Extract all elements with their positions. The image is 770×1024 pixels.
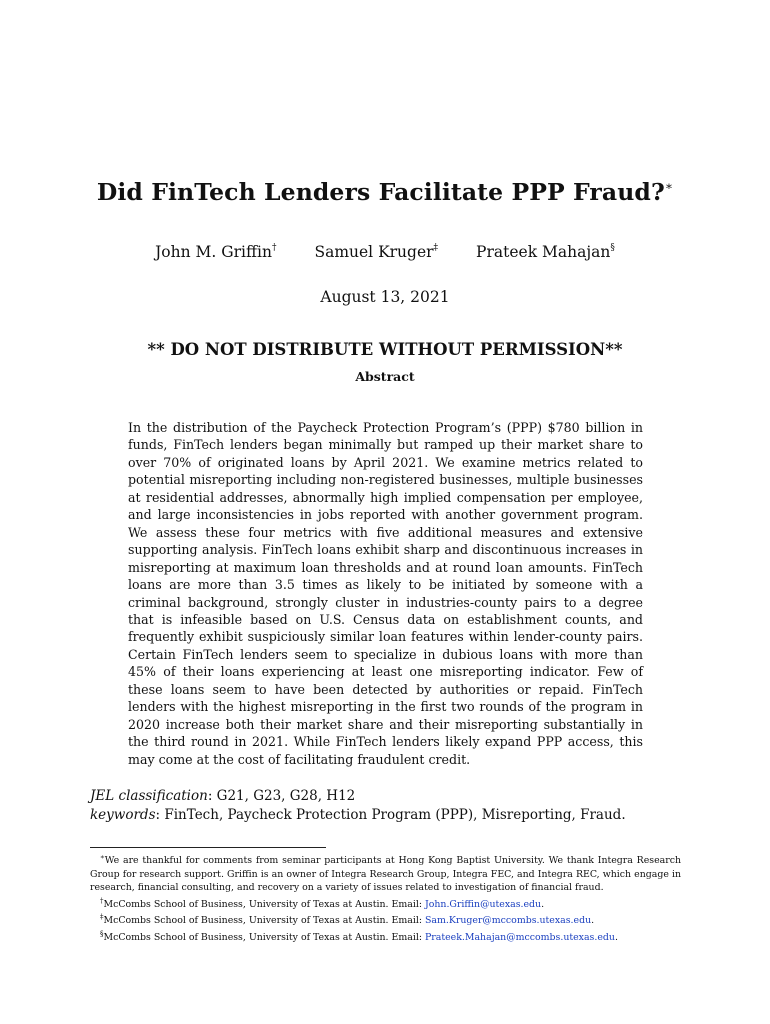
- keywords-line: keywords: FinTech, Paycheck Protection Program (PPP), Misreporting, Fraud.: [90, 807, 626, 823]
- author-list: [0, 243, 770, 261]
- title-text: Did FinTech Lenders Facilitate PPP Fraud?: [96, 178, 665, 206]
- paper-title: [0, 178, 770, 206]
- author: [476, 243, 615, 261]
- footnote-author-griffin: †McCombs School of Business, University of Texas at Austin. Email: John.Griffin@utexas.edu.: [100, 896, 545, 910]
- paper-date: August 13, 2021: [320, 288, 450, 306]
- jel-value: G21, G23, G28, H12: [216, 788, 356, 804]
- footnote-mark: ∗: [100, 853, 105, 861]
- footnote-text: McCombs School of Business, University of Texas at Austin. Email:: [103, 931, 425, 943]
- email-link[interactable]: John.Griffin@utexas.edu: [424, 898, 542, 910]
- author-name: John M. Griffin: [155, 243, 272, 261]
- email-link[interactable]: Sam.Kruger@mccombs.utexas.edu: [424, 915, 592, 927]
- footnote-acknowledgement: [90, 851, 681, 895]
- email-link[interactable]: Prateek.Mahajan@mccombs.utexas.edu: [424, 931, 615, 943]
- title-footnote-mark: ∗: [664, 179, 674, 193]
- footnote-text: We are thankful for comments from seminar participants at Hong Kong Baptist University. We thank Integra Research Group for research support. Griffin is an owner of Integra Research Group, Integra FEC, and Integra REC, which engage in research, financial consulting, and recovery on a variety of issues related to investigation of financial fraud.: [90, 855, 681, 894]
- abstract-body: In the distribution of the Paycheck Protection Program’s (PPP) $780 billion in funds, FinTech lenders began minimally but ramped up their market share to over 70% of originated loans by April 2021. We examine metrics related to potential misreporting including non-registered businesses, multiple businesses at residential addresses, abnormally high implied compensation per employee, and large inconsistencies in jobs reported with another government program. We assess these four metrics with five additional measures and extensive supporting analysis. FinTech loans exhibit sharp and discontinuous increases in misreporting at maximum loan thresholds and at round loan amounts. FinTech loans are more than 3.5 times as likely to be initiated by someone with a criminal background, strongly cluster in industries-county pairs to a degree that is infeasible based on U.S. Census data on establishment counts, and frequently exhibit suspiciously similar loan features within lender-county pairs. Certain FinTech lenders seem to specialize in dubious loans with more than 45% of their loans experiencing at least one misreporting indicator. Few of these loans seem to have been detected by authorities or repaid. FinTech lenders with the highest misreporting in the first two rounds of the program in 2020 increase both their market share and their misreporting substantially in the third round in 2021. While FinTech lenders likely expand PPP access, this may come at the cost of facilitating fraudulent credit.: [128, 420, 643, 767]
- footnote-mark: §: [100, 929, 104, 938]
- keywords-value: FinTech, Paycheck Protection Program (PPP), Misreporting, Fraud.: [164, 807, 626, 823]
- author-footnote-mark: §: [610, 243, 615, 253]
- footnotes: [90, 851, 681, 945]
- author-footnote-mark: †: [271, 243, 277, 253]
- author: [155, 243, 276, 261]
- footnote-rule: [90, 847, 326, 848]
- footnote-text: McCombs School of Business, University of Texas at Austin. Email:: [103, 915, 425, 927]
- keywords-label: keywords: [90, 807, 156, 823]
- author-footnote-mark: ‡: [433, 243, 439, 253]
- author-name: Samuel Kruger: [314, 243, 434, 261]
- abstract-heading: Abstract: [355, 369, 415, 384]
- footnote-author-mahajan: §McCombs School of Business, University of Texas at Austin. Email: Prateek.Mahajan@mccombs.utexas.edu.: [100, 929, 618, 943]
- footnote-text: McCombs School of Business, University of Texas at Austin. Email:: [103, 898, 425, 910]
- footnote-mark: †: [100, 896, 104, 905]
- distribution-notice: ** DO NOT DISTRIBUTE WITHOUT PERMISSION**: [147, 340, 623, 359]
- footnote-mark: ‡: [100, 913, 104, 922]
- classification-block: [90, 787, 680, 825]
- author-name: Prateek Mahajan: [476, 243, 611, 261]
- author: [314, 243, 438, 261]
- jel-label: JEL classification: [90, 788, 208, 804]
- footnote-author-kruger: ‡McCombs School of Business, University of Texas at Austin. Email: Sam.Kruger@mccombs.utexas.edu.: [100, 913, 595, 927]
- jel-line: JEL classification: G21, G23, G28, H12: [90, 788, 356, 804]
